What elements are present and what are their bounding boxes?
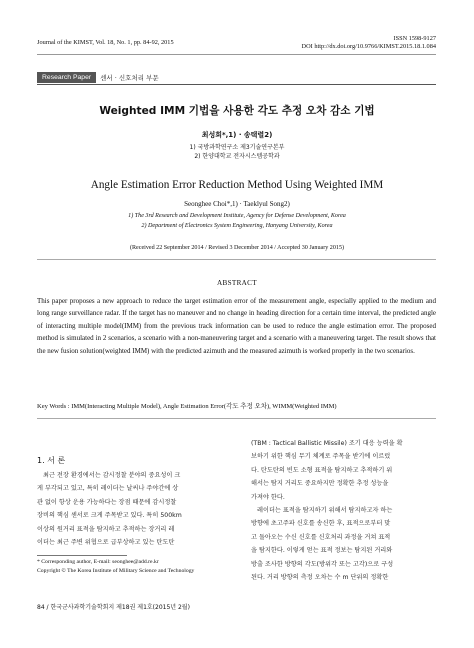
field-label: 센서 · 신호처리 부문 [100, 74, 159, 82]
paragraph-line: 레이더는 표적을 탐지하기 위해서 탐지하고자 하는 [257, 507, 393, 515]
paragraph-line: (TBM : Tactical Ballistic Missile) 조기 대응 능력을 확 [251, 440, 403, 447]
english-affiliation-1: 1) The 3rd Research and Development Institute, Agency for Defense Development, Korea [128, 213, 346, 219]
korean-affiliation-2: 2) 한양대학교 전자시스템공학과 [194, 153, 280, 160]
paragraph-line: 고 돌아오는 수신 신호를 신호처리 과정을 거쳐 표적 [251, 533, 391, 541]
paragraph-line: 이상의 원거리 표적을 탐지하고 추적하는 장거리 레 [37, 525, 175, 533]
issn: ISSN 1598-9127 [393, 35, 436, 42]
korean-affiliation-1: 1) 국방과학연구소 제3기술연구본부 [189, 144, 285, 151]
paragraph-line: 장비의 핵심 센서로 크게 주목받고 있다. 특히 500km [37, 512, 182, 520]
paragraph-line: 다. 탄도탄의 빈도 소형 표적을 탐지하고 추적하기 위 [251, 466, 393, 474]
paragraph-line: 해서는 탐지 거리도 중요하지만 정확한 추정 성능을 [251, 480, 389, 488]
korean-title: Weighted IMM 기법을 사용한 각도 추정 오차 감소 기법 [99, 105, 375, 117]
paragraph-line: 최근 전장 환경에서는 감시정찰 분야의 중요성이 크 [43, 472, 181, 479]
journal-citation: Journal of the KIMST, Vol. 18, No. 1, pp. 84-92, 2015 [37, 39, 174, 46]
keywords: Key Words : IMM(Interacting Multiple Model), Angle Estimation Error(각도 추정 오차), WIMM(Weighted IMM) [37, 403, 337, 410]
dates-rule [37, 259, 436, 260]
paragraph-line: 보하기 위한 핵심 무기 체계로 주목을 받기에 이르렀 [251, 453, 391, 461]
research-paper-tag: Research Paper [37, 72, 96, 83]
abstract-text: This paper proposes a new approach to reduce the target estimation error of the measurement angle, especially applied to the medium and long range surveillance radar. If the target has no maneuver and no change in heading direction for a certain time interval, the predicted angle of interacting multiple model(IMM) from the previous track information can be used to reduce the angle estimation error. The proposed method is simulated in 2 scenarios, a scenario with a non-maneuvering target and a scenario with a maneuvering target. The result shows that the new fusion solution(weighted IMM) with the predicted azimuth and the measured azimuth is worked properly in the two scenarios. [37, 297, 436, 355]
paragraph-line: 방향에 초고주파 신호를 송신한 후, 표적으로부터 맞 [251, 520, 391, 528]
doi: DOI http://dx.doi.org/10.9766/KIMST.2015.18.1.084 [301, 43, 436, 50]
received-dates: (Received 22 September 2014 / Revised 3 December 2014 / Accepted 30 January 2015) [129, 245, 345, 251]
corresponding-author: * Corresponding author, E-mail: seonghee@add.re.kr [37, 559, 159, 565]
abstract-heading: ABSTRACT [217, 279, 257, 287]
paragraph-line: 가져야 한다. [251, 493, 285, 501]
english-authors: Seonghee Choi*,1) · Taeklyul Song2) [184, 200, 290, 208]
english-title: Angle Estimation Error Reduction Method Using Weighted IMM [90, 179, 384, 191]
category-bar [37, 72, 159, 83]
korean-authors: 최성희*,1) · 송택렬2) [201, 131, 273, 139]
paragraph-line: 을 탐지한다. 이렇게 얻는 표적 정보는 탐지된 거리와 [251, 547, 393, 555]
left-column [37, 469, 234, 549]
paragraph-line: 관 없이 항상 운용 가능하다는 장점 때문에 감시정찰 [37, 498, 177, 506]
category-rule [37, 84, 436, 85]
copyright: Copyright © The Korea Institute of Military Science and Technology [37, 568, 195, 574]
paragraph-line: 된다. 거리 방향의 측정 오차는 수 m 단위의 정확한 [251, 574, 389, 582]
paragraph-line: 방출 조사한 방향의 각도(방위각 또는 고각)으로 구성 [251, 560, 394, 568]
paragraph-line: 이더는 최근 주변 위협으로 급부상하고 있는 탄도탄 [37, 539, 175, 547]
header-rule [37, 54, 436, 55]
english-affiliation-2: 2) Department of Electronics System Engineering, Hanyang University, Korea [141, 223, 333, 229]
footnote-rule [37, 555, 127, 556]
keywords-rule [37, 418, 436, 419]
page-footer: 84 / 한국군사과학기술학회지 제18권 제1호(2015년 2월) [37, 604, 190, 611]
paragraph-line: 게 부각되고 있고, 특히 레이더는 날씨나 주야간에 상 [37, 485, 179, 493]
right-column [251, 437, 438, 584]
section-heading: 1. 서 론 [37, 456, 66, 465]
